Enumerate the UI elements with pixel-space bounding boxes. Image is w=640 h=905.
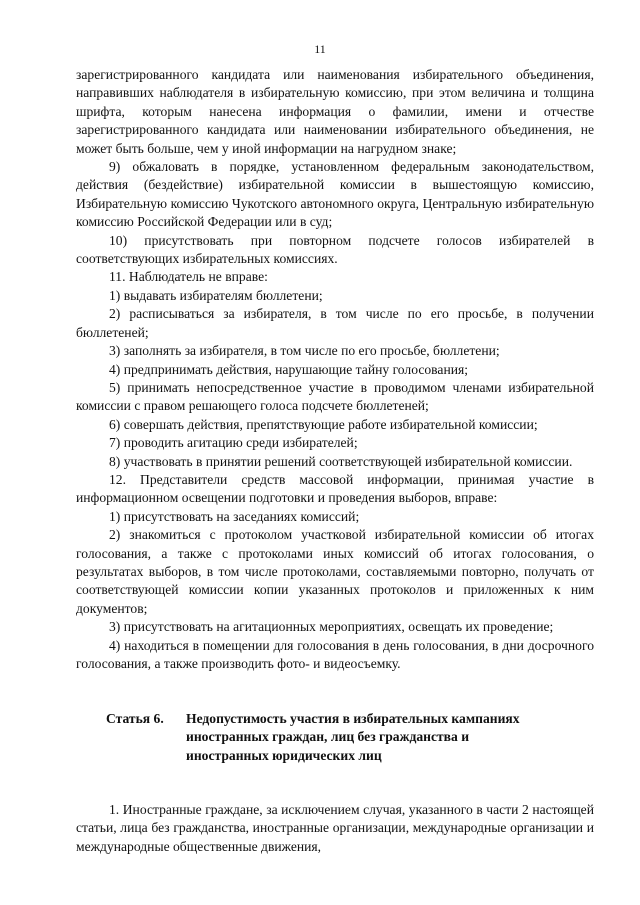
article-title-line: иностранных юридических лиц	[186, 747, 382, 763]
paragraph: 4) предпринимать действия, нарушающие тайну голосования;	[109, 361, 469, 377]
paragraph: 11. Наблюдатель не вправе:	[109, 269, 268, 285]
paragraph: 2) расписываться за избирателя, в том числе по его просьбе, в получении бюллетеней;	[76, 306, 594, 340]
paragraph: 7) проводить агитацию среди избирателей;	[109, 435, 358, 451]
paragraph: 5) принимать непосредственное участие в проводимом членами избирательной комиссии с правом решающего голоса подсчете бюллетеней;	[76, 379, 594, 414]
paragraph: 2) знакомиться с протоколом участковой избирательной комиссии об итогах голосования, а также с протоколами иных комиссий об итогах голосования, о результатах выборов, в том числе протоколами, составляемыми повторно, получать от соответствующей комиссии копии указанных протоколов и приложенных к ним документов;	[76, 527, 594, 616]
paragraph: 10) присутствовать при повторном подсчете голосов избирателей в соответствующих избирательных комиссиях.	[76, 232, 594, 267]
paragraph: 12. Представители средств массовой информации, принимая участие в информационном освещении подготовки и проведения выборов, вправе:	[76, 471, 594, 506]
paragraph: 3) заполнять за избирателя, в том числе по его просьбе, бюллетени;	[109, 343, 500, 359]
paragraph: 1. Иностранные граждане, за исключением случая, указанного в части 2 настоящей статьи, лица без гражданства, иностранные организации, международные организации и международные общественные движения,	[76, 802, 594, 854]
paragraph: 6) совершать действия, препятствующие работе избирательной комиссии;	[109, 416, 538, 432]
article-heading	[106, 710, 580, 765]
paragraph: 8) участвовать в принятии решений соответствующей избирательной комиссии.	[109, 453, 573, 469]
article-label: Статья 6.	[106, 711, 164, 726]
page-number: 11	[314, 42, 326, 56]
body-text-top	[76, 66, 594, 673]
article-heading-line	[106, 710, 580, 728]
paragraph: зарегистрированного кандидата или наименования избирательного объединения, направивших наблюдателя в избирательную комиссию, при этом величина и толщина шрифта, которым нанесена информация о фамилии, имени и отчестве зарегистрированного кандидата или наименовании избирательного объединения, не может быть больше, чем у иной информации на нагрудном знаке;	[76, 67, 594, 156]
article-title-line: иностранных граждан, лиц без гражданства и	[186, 729, 470, 745]
body-text-bottom	[76, 801, 594, 856]
article-title-line: Недопустимость участия в избирательных кампаниях	[186, 711, 520, 726]
paragraph: 1) присутствовать на заседаниях комиссий;	[109, 508, 360, 524]
paragraph: 3) присутствовать на агитационных мероприятиях, освещать их проведение;	[109, 619, 554, 635]
paragraph: 4) находиться в помещении для голосования в день голосования, в дни досрочного голосования, а также производить фото- и видеосъемку.	[76, 637, 594, 671]
paragraph: 9) обжаловать в порядке, установленном федеральным законодательством, действия (бездействие) избирательной комиссии в вышестоящую комиссию, Избирательную комиссию Чукотского автономного округа, Центральную избирательную комиссию Российской Федерации или в суд;	[76, 159, 594, 230]
paragraph: 1) выдавать избирателям бюллетени;	[109, 287, 323, 303]
